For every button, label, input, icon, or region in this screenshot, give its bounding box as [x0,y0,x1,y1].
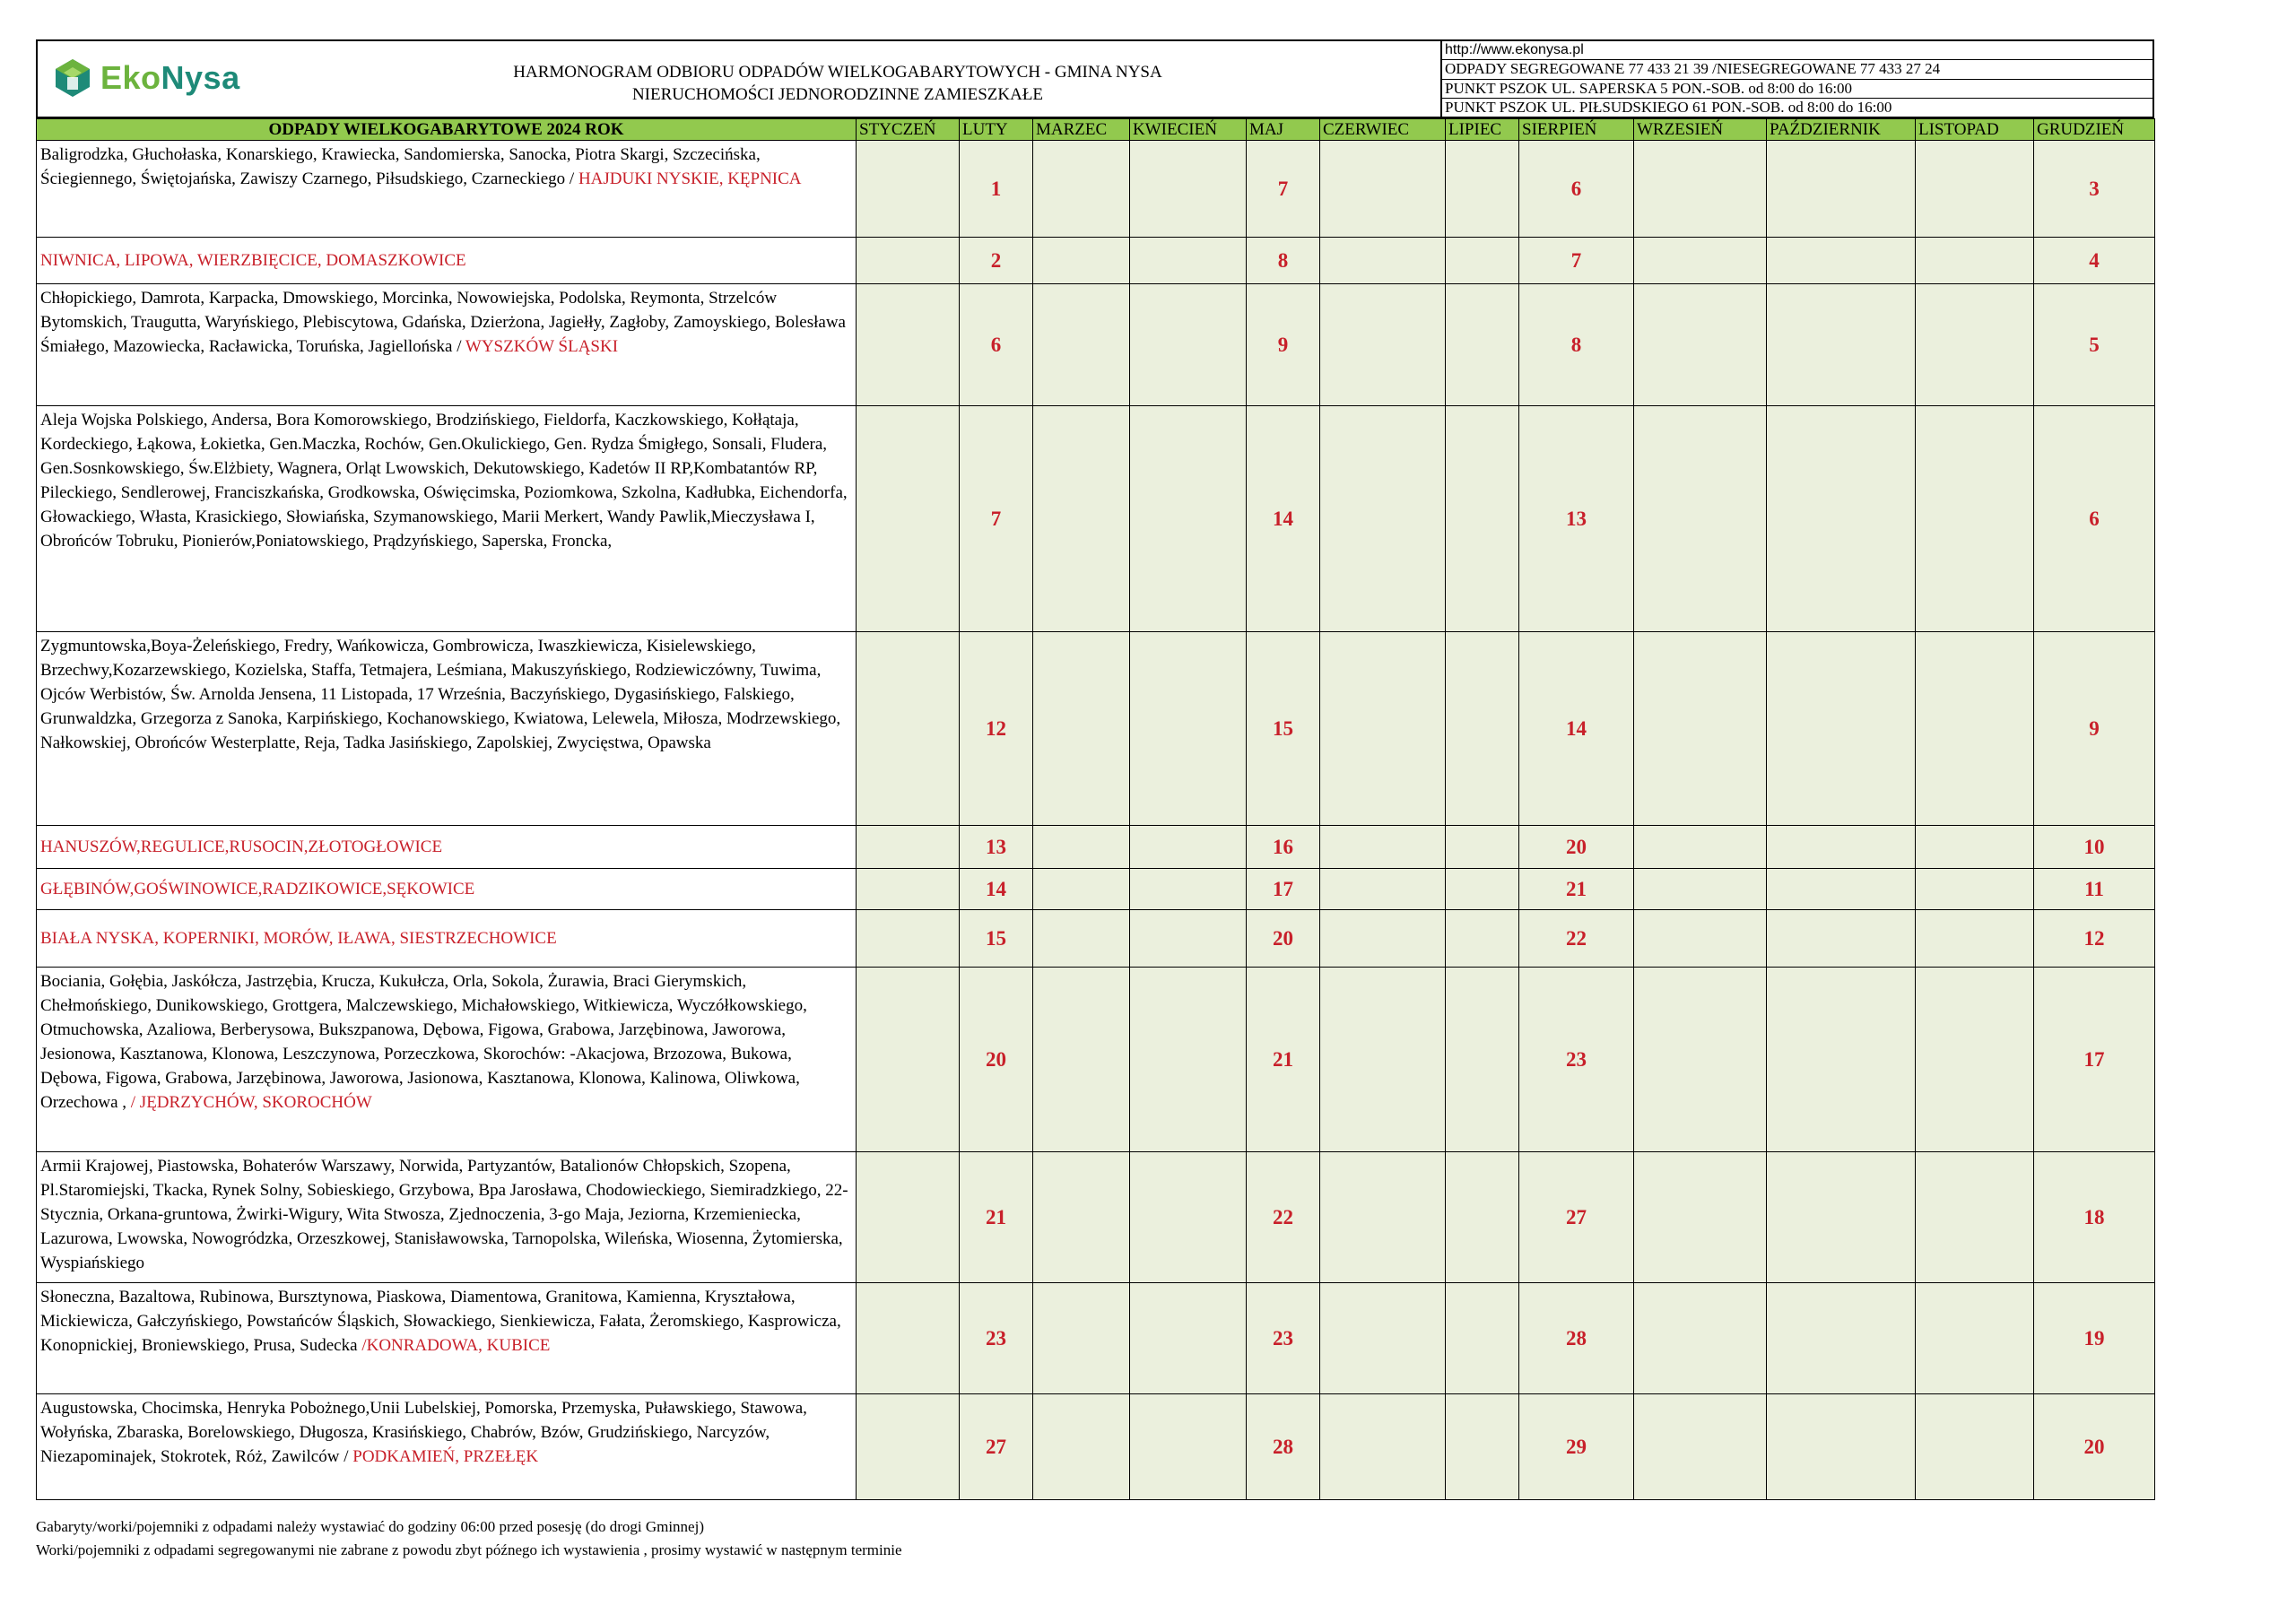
month-header: STYCZEŃ [857,119,960,141]
village-names: HANUSZÓW,REGULICE,RUSOCIN,ZŁOTOGŁOWICE [40,838,443,856]
pickup-day-cell: 13 [1519,406,1634,632]
pickup-day-cell: 20 [1519,826,1634,869]
street-list-cell [37,632,857,826]
pickup-day-cell [1767,632,1916,826]
pickup-day-cell: 23 [1519,968,1634,1152]
pickup-day-cell [1130,968,1247,1152]
pickup-day-cell [1634,284,1767,406]
street-names: Chłopickiego, Damrota, Karpacka, Dmowskiego, Morcinka, Nowowiejska, Podolska, Reymonta, Strzelców Bytomskich, Traugutta, Waryńskiego, Plebiscytowa, Gdańska, Dzierżona, Jagiełły, Zagłoby, Zamoyskiego, Bolesława Śmiałego, Mazowiecka, Racławicka, Toruńska, Jagiellońska / [40,289,846,356]
pickup-day-cell [1130,910,1247,968]
pszok-saperska: PUNKT PSZOK UL. SAPERSKA 5 PON.-SOB. od 8:00 do 16:00 [1442,80,2152,99]
pickup-day-cell: 13 [960,826,1033,869]
pickup-day-cell: 7 [960,406,1033,632]
pickup-day-cell [1634,910,1767,968]
table-row [37,238,2155,284]
pickup-day-cell: 14 [1519,632,1634,826]
pickup-day-cell: 21 [1519,869,1634,910]
street-names: Augustowska, Chocimska, Henryka Pobożnego,Unii Lubelskiej, Pomorska, Przemyska, Puławskiego, Stawowa, Wołyńska, Zbaraska, Borelowskiego, Długosza, Krasińskiego, Chabrów, Bzów, Grudzińskiego, Narcyzów, Niezapominajek, Stokrotek, Róż, Zawilców / [40,1399,807,1466]
pickup-day-cell [1130,826,1247,869]
note-placement-time: Gabaryty/worki/pojemniki z odpadami należy wystawiać do godziny 06:00 przed posesję (do drogi Gminnej) [36,1518,704,1535]
pickup-day-cell [1033,284,1130,406]
ekonysa-logo [52,57,240,99]
phone-numbers: ODPADY SEGREGOWANE 77 433 21 39 /NIESEGREGOWANE 77 433 27 24 [1442,60,2152,79]
month-header: WRZESIEŃ [1634,119,1767,141]
street-list-cell [37,826,857,869]
pickup-day-cell [1033,1152,1130,1283]
pickup-day-cell [1446,1283,1519,1394]
pickup-day-cell [1320,406,1446,632]
pickup-day-cell: 17 [2034,968,2155,1152]
village-names: / JĘDRZYCHÓW, SKOROCHÓW [126,1093,372,1112]
pickup-day-cell [1916,406,2034,632]
schedule-body [37,141,2155,1500]
village-names: /KONRADOWA, KUBICE [357,1336,551,1355]
pickup-day-cell [1767,910,1916,968]
pickup-day-cell [857,406,960,632]
pickup-day-cell [1033,406,1130,632]
village-names: WYSZKÓW ŚLĄSKI [461,337,619,356]
pickup-day-cell: 8 [1247,238,1320,284]
village-names: GŁĘBINÓW,GOŚWINOWICE,RADZIKOWICE,SĘKOWICE [40,880,475,898]
street-list-cell [37,1394,857,1500]
schedule-title-line2: NIERUCHOMOŚCI JEDNORODZINNE ZAMIESZKAŁE [631,85,1044,104]
pickup-day-cell [1320,284,1446,406]
pickup-day-cell [1320,141,1446,238]
pickup-day-cell [1446,406,1519,632]
pickup-day-cell [1320,910,1446,968]
pickup-day-cell [1446,826,1519,869]
pickup-day-cell [1033,826,1130,869]
pickup-day-cell [1634,141,1767,238]
pickup-day-cell: 9 [1247,284,1320,406]
pszok-pilsudskiego: PUNKT PSZOK UL. PIŁSUDSKIEGO 61 PON.-SOB. od 8:00 do 16:00 [1445,98,1892,116]
pickup-day-cell [857,1394,960,1500]
pickup-day-cell [1916,968,2034,1152]
pickup-day-cell [1320,869,1446,910]
pickup-day-cell [1634,1152,1767,1283]
pickup-day-cell [1634,1394,1767,1500]
pickup-day-cell [857,1152,960,1283]
pickup-day-cell: 22 [1519,910,1634,968]
pickup-day-cell [1446,284,1519,406]
pickup-day-cell [857,141,960,238]
streets-column-header: ODPADY WIELKOGABARYTOWE 2024 ROK [37,119,857,141]
pickup-day-cell [1130,1152,1247,1283]
pickup-day-cell [1130,284,1247,406]
pickup-day-cell [1446,632,1519,826]
street-list-cell [37,284,857,406]
street-list-cell [37,1152,857,1283]
pickup-day-cell [1446,238,1519,284]
pickup-day-cell: 17 [1247,869,1320,910]
pickup-day-cell: 23 [960,1283,1033,1394]
table-row [37,141,2155,238]
month-header: SIERPIEŃ [1519,119,1634,141]
pickup-day-cell [1767,968,1916,1152]
pickup-day-cell: 6 [2034,406,2155,632]
pickup-day-cell [1634,1283,1767,1394]
pickup-day-cell [1634,968,1767,1152]
table-row [37,1152,2155,1283]
pickup-day-cell: 12 [960,632,1033,826]
pickup-day-cell [1033,1283,1130,1394]
table-row [37,968,2155,1152]
pickup-day-cell [1916,141,2034,238]
street-names: Słoneczna, Bazaltowa, Rubinowa, Bursztynowa, Piaskowa, Diamentowa, Granitowa, Kamienna, Kryształowa, Mickiewicza, Gałczyńskiego, Powstańców Śląskich, Słowackiego, Sienkiewicza, Fałata, Żeromskiego, Kasprowicza, Konopnickiej, Broniewskiego, Prusa, Sudecka [40,1288,841,1355]
header [36,39,2154,118]
street-names: Armii Krajowej, Piastowska, Bohaterów Warszawy, Norwida, Partyzantów, Batalionów Chłopskich, Szopena, Pl.Staromiejski, Tkacka, Rynek Solny, Sobieskiego, Grzybowa, Bpa Jarosława, Chodowieckiego, Siemiradzkiego, 22-Stycznia, Orkana-gruntowa, Żwirki-Wigury, Wita Stwosza, Zjednoczenia, 3-go Maja, Jeziorna, Krzemieniecka, Lazurowa, Lwowska, Nowogródzka, Orzeszkowej, Stanisławowska, Tarnopolska, Wileńska, Wiosenna, Żytomierska, Wyspiańskiego [40,1157,848,1272]
pickup-day-cell: 10 [2034,826,2155,869]
schedule-title-line1: HARMONOGRAM ODBIORU ODPADÓW WIELKOGABARYTOWYCH - GMINA NYSA [513,63,1162,82]
village-names: HAJDUKI NYSKIE, KĘPNICA [574,169,802,188]
pickup-day-cell: 28 [1247,1394,1320,1500]
pickup-day-cell: 3 [2034,141,2155,238]
pickup-day-cell [1916,1394,2034,1500]
pickup-day-cell: 8 [1519,284,1634,406]
pickup-day-cell [1033,238,1130,284]
ekonysa-logo-icon [52,57,93,99]
street-names: Bociania, Gołębia, Jaskółcza, Jastrzębia, Krucza, Kukułcza, Orla, Sokola, Żurawia, Braci Gierymskich, Chełmońskiego, Dunikowskiego, Grottgera, Malczewskiego, Michałowskiego, Witkiewicza, Wyczółkowskiego, Otmuchowska, Azaliowa, Berberysowa, Bukszpanowa, Dębowa, Figowa, Grabowa, Jarzębinowa, Jaworowa, Jesionowa, Kasztanowa, Klonowa, Leszczynowa, Porzeczkowa, Skorochów: -Akacjowa, Brzozowa, Bukowa, Dębowa, Figowa, Grabowa, Jarzębinowa, Jaworowa, Jasionowa, Kasztanowa, Klonowa, Kalinowa, Oliwkowa, Orzechowa , [40,972,807,1112]
pickup-day-cell: 15 [960,910,1033,968]
table-row [37,1394,2155,1500]
village-names: PODKAMIEŃ, PRZEŁĘK [348,1447,539,1466]
table-row [37,632,2155,826]
pickup-day-cell [1916,632,2034,826]
pickup-day-cell: 7 [1519,238,1634,284]
pickup-day-cell [1634,826,1767,869]
street-names: Baligrodzka, Głuchołaska, Konarskiego, Krawiecka, Sandomierska, Sanocka, Piotra Skargi, Szczecińska, Ściegiennego, Świętojańska, Zawiszy Czarnego, Piłsudskiego, Czarneckiego / [40,145,761,188]
pickup-day-cell [857,826,960,869]
table-row [37,869,2155,910]
pickup-day-cell: 20 [960,968,1033,1152]
pickup-day-cell [1320,1152,1446,1283]
pickup-day-cell [1767,141,1916,238]
pickup-day-cell: 21 [1247,968,1320,1152]
pickup-day-cell [1634,632,1767,826]
pickup-day-cell [1033,910,1130,968]
contact-info [1442,41,2152,117]
pickup-day-cell [1033,632,1130,826]
pickup-day-cell: 28 [1519,1283,1634,1394]
pickup-day-cell [1634,869,1767,910]
pickup-day-cell [1916,238,2034,284]
pickup-day-cell: 20 [2034,1394,2155,1500]
pickup-day-cell: 2 [960,238,1033,284]
street-list-cell [37,238,857,284]
pickup-day-cell [1767,1283,1916,1394]
table-row [37,910,2155,968]
village-names: NIWNICA, LIPOWA, WIERZBIĘCICE, DOMASZKOWICE [40,251,466,270]
pickup-day-cell [1130,238,1247,284]
month-header: GRUDZIEŃ [2034,119,2155,141]
pickup-day-cell [857,632,960,826]
pickup-day-cell [1320,238,1446,284]
pickup-day-cell [1130,1283,1247,1394]
month-header: LUTY [960,119,1033,141]
street-names: Zygmuntowska,Boya-Żeleńskiego, Fredry, Wańkowicza, Gombrowicza, Iwaszkiewicza, Kisielewskiego, Brzechwy,Kozarzewskiego, Kozielska, Staffa, Tetmajera, Leśmiana, Makuszyńskiego, Rodziewiczówny, Tuwima, Ojców Werbistów, Św. Arnolda Jensena, 11 Listopada, 17 Września, Baczyńskiego, Dygasińskiego, Falskiego, Grunwaldzka, Grzegorza z Sanoka, Karpińskiego, Kochanowskiego, Kwiatowa, Lelewela, Miłosza, Modrzewskiego, Nałkowskiej, Obrońców Westerplatte, Reja, Tadka Jasińskiego, Zapolskiej, Zwycięstwa, Opawska [40,637,841,752]
pickup-day-cell [1916,869,2034,910]
pickup-day-cell [857,910,960,968]
street-list-cell [37,141,857,238]
pickup-day-cell: 23 [1247,1283,1320,1394]
pickup-day-cell [1130,406,1247,632]
street-list-cell [37,406,857,632]
pickup-day-cell [1320,1394,1446,1500]
month-header: MAJ [1247,119,1320,141]
pickup-day-cell [857,1283,960,1394]
pickup-day-cell [1634,406,1767,632]
pickup-day-cell [1320,1283,1446,1394]
pickup-day-cell [1767,284,1916,406]
ekonysa-logo-text: EkoNysa [100,59,240,96]
month-header: LIPIEC [1446,119,1519,141]
schedule-title [271,61,1405,106]
pickup-day-cell [1033,869,1130,910]
pickup-day-cell [1446,1394,1519,1500]
pickup-day-cell: 6 [960,284,1033,406]
table-row [37,284,2155,406]
pickup-day-cell: 11 [2034,869,2155,910]
pickup-day-cell [1033,1394,1130,1500]
pickup-day-cell: 12 [2034,910,2155,968]
pickup-day-cell [1320,826,1446,869]
pickup-day-cell [1320,968,1446,1152]
pickup-day-cell: 18 [2034,1152,2155,1283]
footer-notes [36,1515,902,1562]
pickup-day-cell [1446,910,1519,968]
pickup-day-cell [1130,141,1247,238]
pickup-day-cell: 4 [2034,238,2155,284]
pickup-day-cell [1916,1283,2034,1394]
pickup-day-cell: 19 [2034,1283,2155,1394]
note-missed-pickup: Worki/pojemniki z odpadami segregowanymi nie zabrane z powodu zbyt późnego ich wystawienia , prosimy wystawić w następnym terminie [36,1541,902,1558]
street-names: Aleja Wojska Polskiego, Andersa, Bora Komorowskiego, Brodzińskiego, Fieldorfa, Kaczkowskiego, Kołłątaja, Kordeckiego, Łąkowa, Łokietka, Gen.Maczka, Rochów, Gen.Okulickiego, Gen. Rydza Śmigłego, Sonsali, Fludera, Gen.Sosnkowskiego, Św.Elżbiety, Wagnera, Orląt Lwowskich, Dekutowskiego, Kadetów II RP,Kombatantów RP, Pileckiego, Sendlerowej, Franciszkańska, Grodkowska, Oświęcimska, Poziomkowa, Szkolna, Kadłubka, Eichendorfa, Głowackiego, Własta, Krasickiego, Słowiańska, Szymanowskiego, Marii Merkert, Wandy Pawlik,Mieczysława I, Obrońców Tobruku, Pionierów,Poniatowskiego, Prądzyńskiego, Saperska, Froncka, [40,411,848,551]
month-header-row [37,119,2155,141]
pickup-day-cell [1446,141,1519,238]
pickup-day-cell: 27 [1519,1152,1634,1283]
village-names: BIAŁA NYSKA, KOPERNIKI, MORÓW, IŁAWA, SIESTRZECHOWICE [40,929,557,948]
pickup-day-cell [1033,968,1130,1152]
header-title-block [38,41,1442,117]
schedule-sheet [36,39,2154,1500]
pickup-day-cell: 15 [1247,632,1320,826]
pickup-day-cell [1767,826,1916,869]
pickup-day-cell [1767,1394,1916,1500]
pickup-day-cell [1634,238,1767,284]
pickup-day-cell [1916,826,2034,869]
table-row [37,406,2155,632]
pickup-day-cell: 9 [2034,632,2155,826]
pickup-day-cell: 5 [2034,284,2155,406]
pickup-day-cell: 7 [1247,141,1320,238]
pickup-day-cell [1916,910,2034,968]
pickup-day-cell [1767,1152,1916,1283]
month-header: CZERWIEC [1320,119,1446,141]
pickup-day-cell [1767,869,1916,910]
pickup-day-cell: 16 [1247,826,1320,869]
pickup-day-cell: 1 [960,141,1033,238]
pickup-day-cell: 27 [960,1394,1033,1500]
pickup-day-cell [1130,1394,1247,1500]
pickup-day-cell [857,869,960,910]
street-list-cell [37,910,857,968]
table-row [37,1283,2155,1394]
pickup-day-cell: 14 [1247,406,1320,632]
pickup-day-cell [1767,406,1916,632]
pickup-day-cell [1130,632,1247,826]
pickup-day-cell [857,284,960,406]
month-header: KWIECIEŃ [1130,119,1247,141]
pickup-day-cell [1130,869,1247,910]
pickup-day-cell [1446,968,1519,1152]
pickup-day-cell [1916,1152,2034,1283]
street-list-cell [37,869,857,910]
pickup-day-cell: 29 [1519,1394,1634,1500]
month-header: MARZEC [1033,119,1130,141]
table-row [37,826,2155,869]
pickup-day-cell [857,968,960,1152]
month-header: LISTOPAD [1916,119,2034,141]
pickup-day-cell: 21 [960,1152,1033,1283]
website-link[interactable]: http://www.ekonysa.pl [1442,41,2152,60]
pickup-day-cell: 20 [1247,910,1320,968]
pickup-day-cell [1446,869,1519,910]
month-header: PAŹDZIERNIK [1767,119,1916,141]
pickup-day-cell [1767,238,1916,284]
pickup-day-cell: 22 [1247,1152,1320,1283]
street-list-cell [37,1283,857,1394]
pickup-day-cell [1916,284,2034,406]
pickup-day-cell [1033,141,1130,238]
pickup-day-cell [1320,632,1446,826]
pickup-day-cell: 14 [960,869,1033,910]
street-list-cell [37,968,857,1152]
schedule-table [36,118,2155,1500]
pickup-day-cell [857,238,960,284]
pickup-day-cell [1446,1152,1519,1283]
pickup-day-cell: 6 [1519,141,1634,238]
